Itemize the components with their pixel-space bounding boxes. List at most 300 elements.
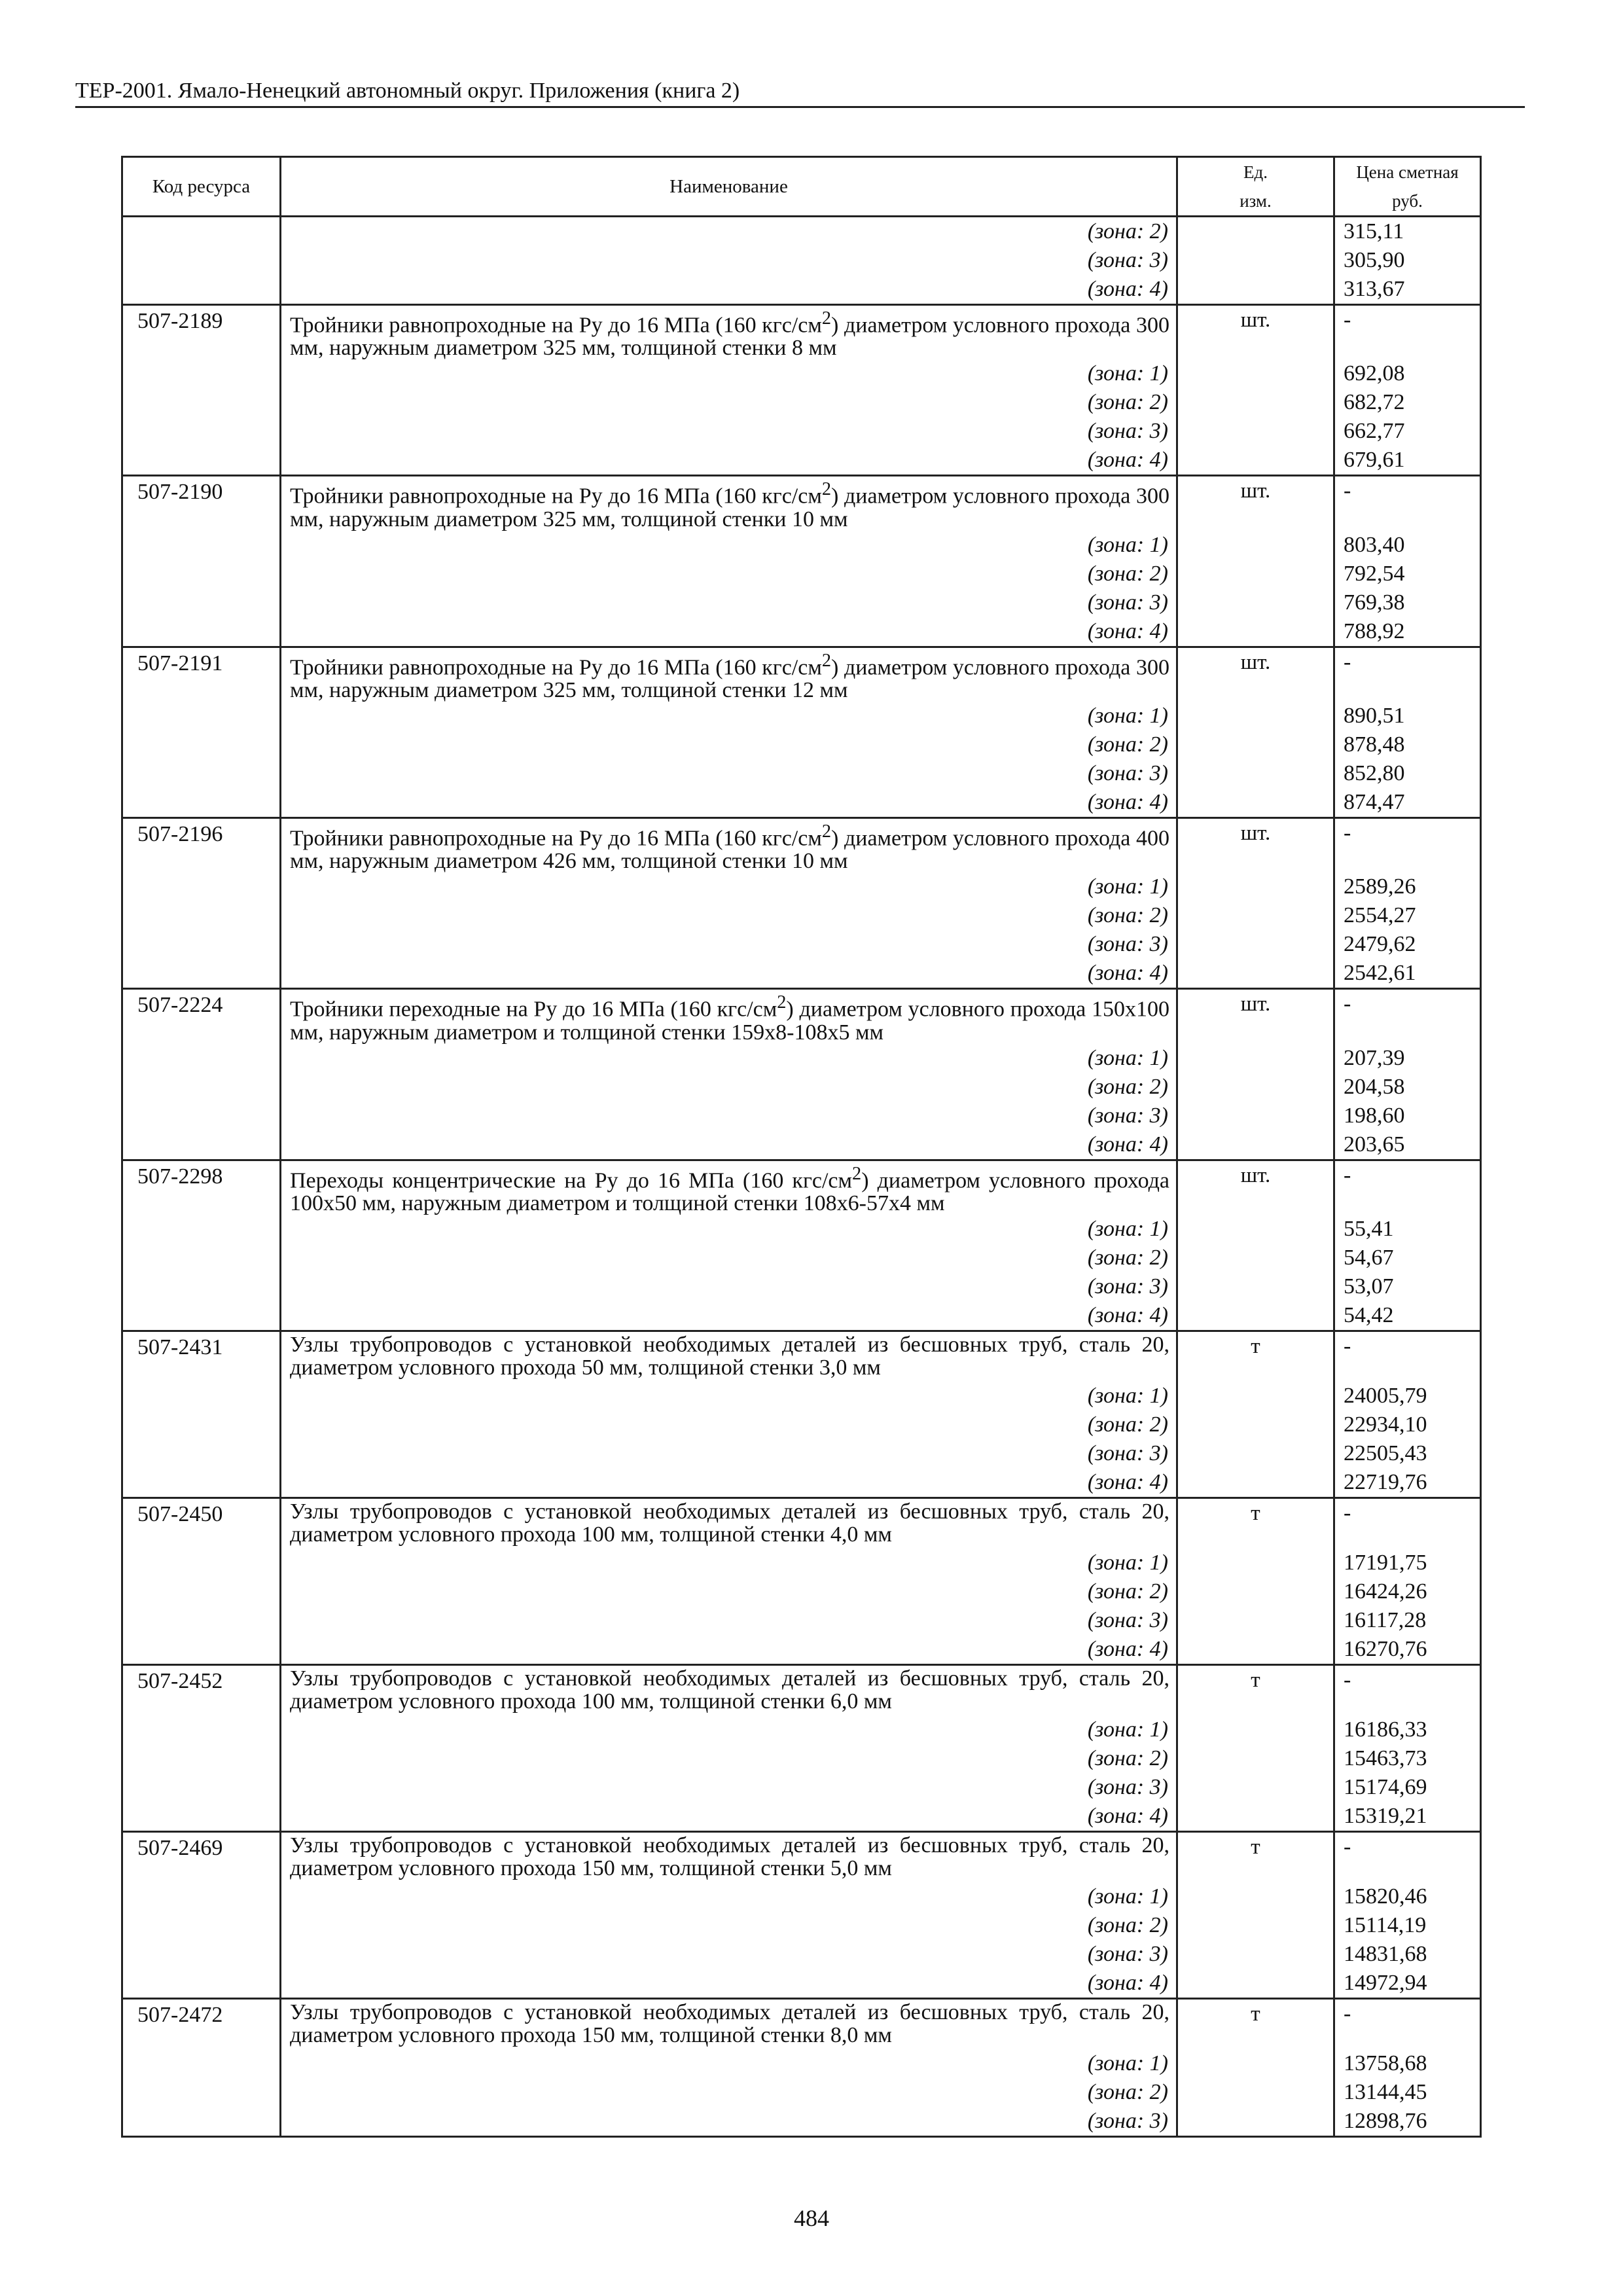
description-cell [281, 305, 1177, 360]
zone-price: 15820,46 [1344, 1884, 1427, 1909]
description-cell [281, 476, 1177, 531]
unit-cell [1177, 930, 1334, 959]
unit-cell [1177, 560, 1334, 588]
resource-code: 507-2190 [137, 480, 223, 505]
zone-price: 54,67 [1344, 1245, 1394, 1270]
zone-price: 692,08 [1344, 361, 1405, 386]
unit-value: шт. [1240, 308, 1271, 332]
zone-row [122, 1102, 1481, 1130]
zone-price: 679,61 [1344, 448, 1405, 473]
table-body [122, 217, 1481, 2137]
zone-name-cell [281, 1940, 1177, 1969]
zone-row [122, 1911, 1481, 1940]
code-cell [122, 1882, 281, 1911]
zone-label: (зона: 2) [1087, 2079, 1168, 2104]
resource-code-cell [122, 647, 281, 702]
description-cell [281, 1664, 1177, 1715]
resource-code-cell [122, 1498, 281, 1549]
zone-price: 22934,10 [1344, 1412, 1427, 1437]
unit-cell [1177, 1802, 1334, 1832]
code-cell [122, 901, 281, 930]
zone-price: 24005,79 [1344, 1383, 1427, 1408]
zone-name-cell [281, 1102, 1177, 1130]
zone-price-cell [1334, 872, 1481, 901]
code-cell [122, 1549, 281, 1577]
zone-label: (зона: 1) [1087, 1045, 1168, 1070]
zone-row [122, 1410, 1481, 1439]
zone-price-cell [1334, 2107, 1481, 2137]
unit-value: т [1251, 2001, 1260, 2026]
zone-label: (зона: 2) [1087, 732, 1168, 757]
unit-cell [1177, 1577, 1334, 1606]
zone-label: (зона: 4) [1087, 789, 1168, 814]
zone-row [122, 531, 1481, 560]
zone-price-cell [1334, 217, 1481, 247]
code-cell [122, 1969, 281, 1999]
zone-price-cell [1334, 702, 1481, 730]
zone-label: (зона: 4) [1087, 1302, 1168, 1327]
zone-label: (зона: 1) [1087, 703, 1168, 728]
zone-name-cell [281, 1802, 1177, 1832]
zone-label: (зона: 4) [1087, 961, 1168, 986]
unit-cell [1177, 1606, 1334, 1635]
zone-name-cell [281, 1410, 1177, 1439]
zone-price-cell [1334, 1606, 1481, 1635]
code-cell [122, 1244, 281, 1272]
unit-cell [1177, 476, 1334, 531]
zone-price: 662,77 [1344, 419, 1405, 444]
zone-label: (зона: 3) [1087, 1941, 1168, 1966]
zone-label: (зона: 1) [1087, 874, 1168, 899]
code-cell [122, 359, 281, 388]
description-text: Тройники равнопроходные на Ру до 16 МПа (160 кгс/см [290, 655, 822, 679]
unit-cell [1177, 388, 1334, 417]
column-header-price-line1: Цена сметная [1356, 162, 1459, 182]
zone-label: (зона: 2) [1087, 1412, 1168, 1437]
column-header-unit-line2: изм. [1240, 191, 1272, 211]
zone-price-cell [1334, 446, 1481, 476]
zone-name-cell [281, 388, 1177, 417]
code-cell [122, 246, 281, 275]
zone-price-cell [1334, 275, 1481, 305]
zone-price-cell [1334, 1715, 1481, 1744]
code-cell [122, 1410, 281, 1439]
resource-code: 507-2224 [137, 993, 223, 1018]
zone-name-cell [281, 1549, 1177, 1577]
unit-cell [1177, 901, 1334, 930]
zone-label: (зона: 3) [1087, 590, 1168, 615]
zone-price-cell [1334, 1301, 1481, 1331]
zone-label: (зона: 1) [1087, 1383, 1168, 1408]
base-price: - [1344, 1333, 1351, 1358]
zone-label: (зона: 2) [1087, 1074, 1168, 1099]
unit-cell [1177, 275, 1334, 305]
zone-price-cell [1334, 1130, 1481, 1160]
resource-code-cell [122, 817, 281, 872]
zone-name-cell [281, 1044, 1177, 1073]
zone-name-cell [281, 1301, 1177, 1331]
item-description [290, 1161, 1169, 1215]
base-price-cell [1334, 1664, 1481, 1715]
zone-name-cell [281, 446, 1177, 476]
zone-price: 15174,69 [1344, 1774, 1427, 1799]
zone-name-cell [281, 1130, 1177, 1160]
code-cell [122, 275, 281, 305]
zone-row [122, 1715, 1481, 1744]
zone-name-cell [281, 246, 1177, 275]
description-cell [281, 1331, 1177, 1382]
unit-cell [1177, 1215, 1334, 1244]
zone-price-cell [1334, 1882, 1481, 1911]
zone-price-cell [1334, 1635, 1481, 1665]
zone-label: (зона: 4) [1087, 619, 1168, 643]
code-cell [122, 1911, 281, 1940]
zone-name-cell [281, 1773, 1177, 1802]
description-text-tail: ) диаметром условного прохода 300 мм, наружным диаметром 325 мм, толщиной стенки 10 мм [290, 484, 1169, 531]
zone-label: (зона: 3) [1087, 2108, 1168, 2133]
zone-name-cell [281, 531, 1177, 560]
zone-name-cell [281, 1635, 1177, 1665]
description-cell [281, 1998, 1177, 2049]
zone-price-cell [1334, 1549, 1481, 1577]
zone-row [122, 2078, 1481, 2107]
code-cell [122, 1940, 281, 1969]
unit-cell [1177, 1130, 1334, 1160]
zone-name-cell [281, 930, 1177, 959]
code-cell [122, 388, 281, 417]
zone-price-cell [1334, 1073, 1481, 1102]
column-header-price-line2: руб. [1392, 191, 1423, 211]
zone-row [122, 2107, 1481, 2137]
description-cell [281, 817, 1177, 872]
unit-cell [1177, 959, 1334, 989]
code-cell [122, 560, 281, 588]
price-table [121, 156, 1482, 2138]
zone-label: (зона: 1) [1087, 532, 1168, 557]
running-header [75, 72, 1525, 108]
zone-price-cell [1334, 1468, 1481, 1498]
code-cell [122, 1382, 281, 1410]
table-row [122, 1498, 1481, 1549]
zone-price-cell [1334, 1102, 1481, 1130]
zone-row [122, 1382, 1481, 1410]
description-text: Узлы трубопроводов с установкой необходимых деталей из бесшовных труб, сталь 20, диаметром условного прохода 100 мм, толщиной стенки 6,0 мм [290, 1666, 1169, 1713]
zone-row [122, 560, 1481, 588]
resource-code-cell [122, 305, 281, 360]
zone-row [122, 1468, 1481, 1498]
unit-cell [1177, 588, 1334, 617]
zone-label: (зона: 3) [1087, 1274, 1168, 1299]
zone-name-cell [281, 1244, 1177, 1272]
unit-value: шт. [1240, 992, 1271, 1016]
zone-label: (зона: 2) [1087, 1245, 1168, 1270]
base-price: - [1344, 1834, 1351, 1859]
unit-value: шт. [1240, 479, 1271, 503]
zone-row [122, 359, 1481, 388]
zone-label: (зона: 3) [1087, 1774, 1168, 1799]
zone-price-cell [1334, 1969, 1481, 1999]
zone-label: (зона: 3) [1087, 1441, 1168, 1465]
zone-price: 315,11 [1344, 219, 1404, 243]
zone-price: 305,90 [1344, 248, 1405, 272]
zone-label: (зона: 4) [1087, 1469, 1168, 1494]
zone-row [122, 446, 1481, 476]
zone-label: (зона: 3) [1087, 248, 1168, 272]
zone-name-cell [281, 1911, 1177, 1940]
code-cell [122, 2078, 281, 2107]
zone-row [122, 1882, 1481, 1911]
base-price-cell [1334, 647, 1481, 702]
item-description [290, 648, 1169, 702]
base-price: - [1344, 820, 1351, 845]
zone-name-cell [281, 617, 1177, 647]
zone-price-cell [1334, 531, 1481, 560]
zone-row [122, 417, 1481, 446]
item-description [290, 1332, 1169, 1379]
zone-label: (зона: 3) [1087, 419, 1168, 444]
zone-row [122, 588, 1481, 617]
zone-label: (зона: 1) [1087, 1550, 1168, 1575]
description-text: Тройники переходные на Ру до 16 МПа (160 кгс/см [290, 997, 777, 1022]
base-price-cell [1334, 1331, 1481, 1382]
zone-price-cell [1334, 1773, 1481, 1802]
item-description [290, 1833, 1169, 1880]
zone-price-cell [1334, 1744, 1481, 1773]
unit-cell [1177, 702, 1334, 730]
code-cell [122, 1215, 281, 1244]
unit-cell [1177, 1331, 1334, 1382]
unit-cell [1177, 1773, 1334, 1802]
unit-cell [1177, 1831, 1334, 1882]
zone-price: 16186,33 [1344, 1717, 1427, 1742]
unit-cell [1177, 1635, 1334, 1665]
unit-cell [1177, 1940, 1334, 1969]
zone-label: (зона: 1) [1087, 361, 1168, 386]
resource-code-cell [122, 1664, 281, 1715]
unit-cell [1177, 730, 1334, 759]
code-cell [122, 217, 281, 247]
zone-row [122, 617, 1481, 647]
superscript: 2 [821, 650, 832, 671]
zone-price: 15319,21 [1344, 1803, 1427, 1828]
code-cell [122, 1439, 281, 1468]
unit-cell [1177, 217, 1334, 247]
description-text: Узлы трубопроводов с установкой необходимых деталей из бесшовных труб, сталь 20, диаметром условного прохода 50 мм, толщиной стенки 3,0 мм [290, 1332, 1169, 1380]
zone-name-cell [281, 1073, 1177, 1102]
code-cell [122, 531, 281, 560]
resource-code-cell [122, 1831, 281, 1882]
zone-price-cell [1334, 388, 1481, 417]
table-row [122, 817, 1481, 872]
zone-row [122, 759, 1481, 788]
table-row [122, 305, 1481, 360]
code-cell [122, 2049, 281, 2078]
code-cell [122, 730, 281, 759]
base-price: - [1344, 1162, 1351, 1187]
unit-cell [1177, 305, 1334, 360]
unit-cell [1177, 1664, 1334, 1715]
code-cell [122, 2107, 281, 2137]
zone-price-cell [1334, 1244, 1481, 1272]
zone-label: (зона: 4) [1087, 277, 1168, 301]
item-description [290, 2000, 1169, 2047]
zone-price-cell [1334, 560, 1481, 588]
zone-price-cell [1334, 2078, 1481, 2107]
zone-price: 13144,45 [1344, 2079, 1427, 2104]
resource-code: 507-2452 [137, 1668, 223, 1693]
description-text: Узлы трубопроводов с установкой необходимых деталей из бесшовных труб, сталь 20, диаметром условного прохода 150 мм, толщиной стенки 5,0 мм [290, 1833, 1169, 1880]
zone-label: (зона: 4) [1087, 1803, 1168, 1828]
base-price-cell [1334, 817, 1481, 872]
unit-cell [1177, 446, 1334, 476]
unit-cell [1177, 817, 1334, 872]
zone-row [122, 930, 1481, 959]
zone-row [122, 217, 1481, 247]
zone-price: 682,72 [1344, 390, 1405, 415]
zone-row [122, 1073, 1481, 1102]
resource-code: 507-2298 [137, 1164, 223, 1189]
unit-cell [1177, 647, 1334, 702]
column-header-price [1334, 157, 1481, 217]
zone-name-cell [281, 1468, 1177, 1498]
zone-row [122, 2049, 1481, 2078]
zone-price: 22719,76 [1344, 1469, 1427, 1494]
zone-price: 2479,62 [1344, 932, 1416, 957]
unit-cell [1177, 1102, 1334, 1130]
zone-name-cell [281, 2107, 1177, 2137]
description-text-tail: ) диаметром условного прохода 400 мм, наружным диаметром 426 мм, толщиной стенки 10 мм [290, 826, 1169, 874]
zone-name-cell [281, 1272, 1177, 1301]
zone-row [122, 1773, 1481, 1802]
zone-price-cell [1334, 359, 1481, 388]
table-row [122, 1998, 1481, 2049]
zone-row [122, 246, 1481, 275]
zone-price: 788,92 [1344, 619, 1405, 643]
zone-row [122, 1272, 1481, 1301]
description-cell [281, 1160, 1177, 1215]
zone-label: (зона: 4) [1087, 1636, 1168, 1661]
code-cell [122, 1102, 281, 1130]
zone-label: (зона: 4) [1087, 1132, 1168, 1157]
code-cell [122, 759, 281, 788]
zone-label: (зона: 3) [1087, 932, 1168, 957]
zone-price-cell [1334, 1382, 1481, 1410]
unit-cell [1177, 1744, 1334, 1773]
code-cell [122, 1577, 281, 1606]
base-price: - [1344, 1500, 1351, 1525]
zone-price-cell [1334, 1911, 1481, 1940]
zone-price: 13758,68 [1344, 2051, 1427, 2075]
unit-value: шт. [1240, 1163, 1271, 1187]
table-row [122, 1160, 1481, 1215]
zone-label: (зона: 1) [1087, 1717, 1168, 1742]
base-price: - [1344, 2001, 1351, 2026]
zone-label: (зона: 2) [1087, 219, 1168, 243]
code-cell [122, 1272, 281, 1301]
zone-name-cell [281, 730, 1177, 759]
unit-cell [1177, 617, 1334, 647]
table-row [122, 476, 1481, 531]
unit-cell [1177, 531, 1334, 560]
base-price-cell [1334, 1160, 1481, 1215]
zone-label: (зона: 1) [1087, 1216, 1168, 1241]
zone-price: 890,51 [1344, 703, 1405, 728]
zone-name-cell [281, 901, 1177, 930]
zone-price: 207,39 [1344, 1045, 1405, 1070]
zone-price: 769,38 [1344, 590, 1405, 615]
zone-price: 15463,73 [1344, 1746, 1427, 1770]
unit-cell [1177, 1882, 1334, 1911]
page-number: 484 [794, 2205, 829, 2231]
zone-price: 878,48 [1344, 732, 1405, 757]
running-header-text: ТЕР-2001. Ямало-Ненецкий автономный округ. Приложения (книга 2) [75, 79, 740, 103]
code-cell [122, 1468, 281, 1498]
unit-cell [1177, 1998, 1334, 2049]
resource-code: 507-2431 [137, 1335, 223, 1359]
zone-name-cell [281, 1715, 1177, 1744]
zone-price: 55,41 [1344, 1216, 1394, 1241]
zone-price: 15114,19 [1344, 1912, 1427, 1937]
base-price: - [1344, 649, 1351, 674]
base-price-cell [1334, 305, 1481, 360]
code-cell [122, 872, 281, 901]
column-header-code: Код ресурса [122, 157, 281, 217]
base-price: - [1344, 308, 1351, 332]
zone-price: 313,67 [1344, 277, 1405, 301]
zone-name-cell [281, 1969, 1177, 1999]
item-description [290, 1499, 1169, 1546]
zone-price-cell [1334, 759, 1481, 788]
unit-cell [1177, 2049, 1334, 2078]
zone-row [122, 702, 1481, 730]
zone-label: (зона: 4) [1087, 1970, 1168, 1995]
zone-row [122, 1044, 1481, 1073]
base-price-cell [1334, 1498, 1481, 1549]
resource-code-cell [122, 1331, 281, 1382]
zone-name-cell [281, 2049, 1177, 2078]
zone-price: 16424,26 [1344, 1579, 1427, 1604]
description-cell [281, 989, 1177, 1044]
code-cell [122, 446, 281, 476]
code-cell [122, 617, 281, 647]
base-price: - [1344, 1667, 1351, 1692]
zone-label: (зона: 2) [1087, 1912, 1168, 1937]
table-header [122, 157, 1481, 217]
zone-name-cell [281, 959, 1177, 989]
zone-name-cell [281, 217, 1177, 247]
item-description [290, 819, 1169, 872]
description-text-tail: ) диаметром условного прохода 300 мм, наружным диаметром 325 мм, толщиной стенки 8 мм [290, 313, 1169, 361]
zone-price-cell [1334, 1577, 1481, 1606]
unit-cell [1177, 1382, 1334, 1410]
table-row [122, 1831, 1481, 1882]
unit-value: т [1251, 1668, 1260, 1692]
zone-price-cell [1334, 788, 1481, 818]
description-cell [281, 647, 1177, 702]
zone-row [122, 872, 1481, 901]
description-cell [281, 1498, 1177, 1549]
zone-price: 198,60 [1344, 1103, 1405, 1128]
unit-cell [1177, 1073, 1334, 1102]
zone-price-cell [1334, 588, 1481, 617]
unit-cell [1177, 759, 1334, 788]
column-header-unit [1177, 157, 1334, 217]
zone-label: (зона: 2) [1087, 903, 1168, 928]
code-cell [122, 959, 281, 989]
superscript: 2 [821, 308, 832, 329]
zone-price-cell [1334, 1410, 1481, 1439]
zone-row [122, 788, 1481, 818]
